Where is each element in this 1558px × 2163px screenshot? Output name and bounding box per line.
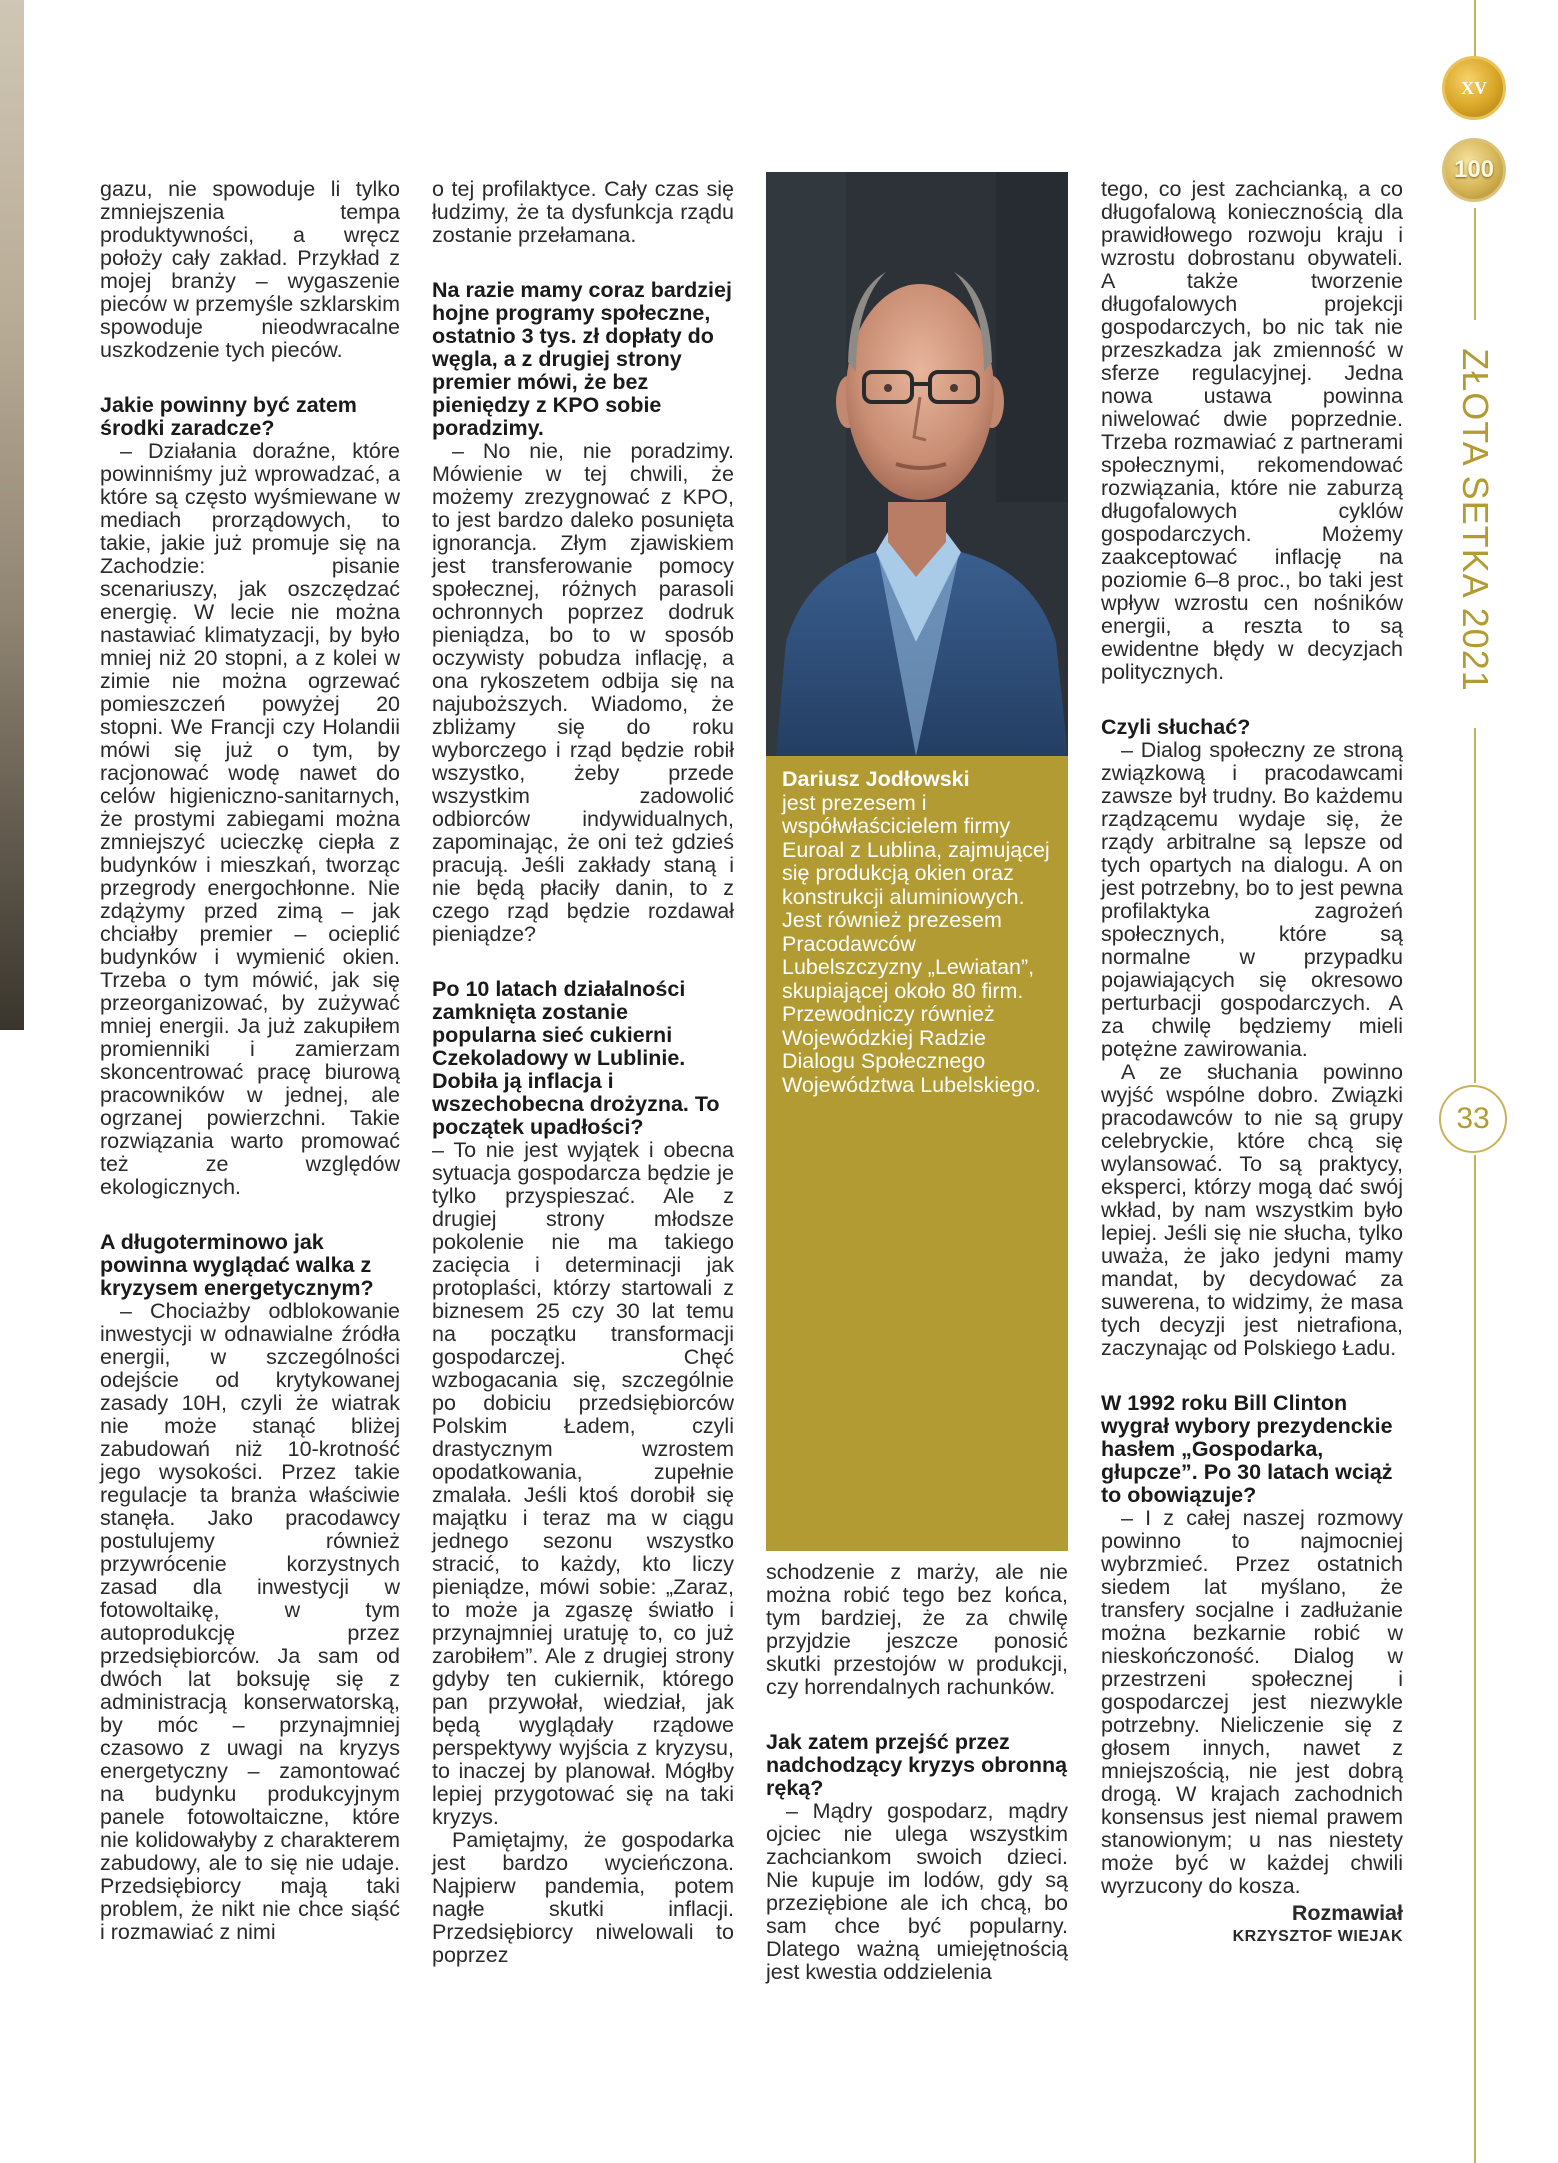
- question-heading: Jak zatem przejść przez nadchodzący kryzys obronną ręką?: [766, 1730, 1068, 1800]
- paragraph: schodzenie z marży, ale nie można robić tego bez końca, tym bardziej, że za chwilę przyjdzie jeszcze ponosić skutki przestojów w produkcji, czy horrendalnych rachunków.: [766, 1560, 1068, 1699]
- question-heading: Po 10 latach działalności zamknięta zostanie popularna sieć cukierni Czekoladowy w Lublinie. Dobiła ją inflacja i wszechobecna drożyzna. To początek upadłości?: [432, 977, 720, 1139]
- answer-paragraph: – Chociażby odblokowanie inwestycji w odnawialne źródła energii, w szczególności odejście od krytykowanej zasady 10H, czyli że wiatrak nie może stanąć bliżej zabudowań niż 10-krotność jego wysokości. Przez takie regulacje ta branża właściwie stanęła. Jako pracodawcy postulujemy również przywrócenie korzystnych zasad dla inwestycji w fotowoltaikę, w tym autoprodukcję przez przedsiębiorców. Ja sam od dwóch lat boksuję się z administracją konserwatorską, by móc – przynajmniej czasowo z uwagi na kryzys energetyczny – zamontować na budynku produkcyjnym panele fotowoltaiczne, które nie kolidowałyby z charakterem zabudowy, ale to się nie udaje. Przedsiębiorcy mają taki problem, że nikt nie chce siąść i rozmawiać z nimi: [100, 1299, 400, 1944]
- question-heading: Czyli słuchać?: [1101, 715, 1251, 739]
- decor-line-middle: [1474, 728, 1476, 1083]
- left-photo-edge: [0, 0, 24, 1030]
- decor-line-top: [1474, 0, 1476, 56]
- answer-paragraph: – I z całej naszej rozmowy powinno to najmocniej wybrzmieć. Przez ostatnich siedem lat myślano, że transfery socjalne i zadłużanie można bezkarnie robić w nieskończoność. Dialog w przestrzeni społecznej i gospodarczej jest niezwykle potrzebny. Nieliczenie się z głosem innych, nawet z mniejszością, nie jest dobrą drogą. W krajach zachodnich konsensus jest niemal prawem stanowionym; u nas niestety może być w każdej chwili wyrzucony do kosza.: [1101, 1506, 1403, 1898]
- bio-caption: [766, 756, 1068, 1551]
- answer-paragraph: – Działania doraźne, które powinniśmy już wprowadzać, a które są często wyśmiewane w mediach prorządowych, to takie, jakie już promuje się na Zachodzie: pisanie scenariuszy, jak oszczędzać energię. W lecie nie można nastawiać klimatyzacji, by było mniej niż 20 stopni, a z kolei w zimie nie można ogrzewać pomieszczeń powyżej 20 stopni. We Francji czy Holandii mówi się już o tym, by racjonować wodę nawet do celów higieniczno-sanitarnych, że prostymi zabiegami można zmniejszyć ucieczkę ciepła z budynków i mieszkań, tworząc przegrody energochłonne. Nie zdążymy przed zimą – jak chciałby premier – ocieplić budynków i wymienić okien. Trzeba o tym mówić, jak się przeorganizować, by zużywać mniej energii. Ja już zakupiłem promienniki i zamierzam skoncentrować pracę biurową pracowników w jednej, ale ogrzanej powierzchni. Takie rozwiązania warto promować też ze względów ekologicznych.: [100, 439, 400, 1199]
- question-heading: Jakie powinny być zatem środki zaradcze?: [100, 393, 357, 440]
- answer-paragraph: – To nie jest wyjątek i obecna sytuacja gospodarcza będzie je tylko przyspieszać. Ale z drugiej strony młodsze pokolenie nie ma takiego zacięcia i determinacji jak protoplaści, którzy startowali z biznesem 25 czy 30 lat temu na początku transformacji gospodarczej. Chęć wzbogacania się, szczególnie po dobiciu przedsiębiorców Polskim Ładem, czyli drastycznym wzrostem opodatkowania, zupełnie zmalała. Jeśli ktoś dorobił się majątku i teraz ma w ciągu jednego sezonu wszystko stracić, to każdy, kto liczy pieniądze, mówi sobie: „Zaraz, to może ja zgaszę światło i przynajmniej uratuję to, co już zarobiłem”. Ale z drugiej strony gdyby ten cukiernik, którego pan przywołał, wiedział, jak będą wyglądały rządowe perspektywy wyjścia z kryzysu, to inaczej by planował. Mógłby lepiej przygotować się na taki kryzys.: [432, 1138, 734, 1829]
- question-heading: Na razie mamy coraz bardziej hojne programy społeczne, ostatnio 3 tys. zł dopłaty do węgla, a z drugiej strony premier mówi, że bez pieniędzy z KPO sobie poradzimy.: [432, 278, 732, 440]
- paragraph: A ze słuchania powinno wyjść wspólne dobro. Związki pracodawców to nie są grupy celebryckie, które chcą się wylansować. To są praktycy, eksperci, którzy mogą dać swój wkład, by nam wszystkim było lepiej. Jeśli się nie słucha, tylko uważa, że jako jedyni mamy mandat, by decydować za suwerena, to widzimy, że masa tych decyzji jest nietrafiona, zaczynając od Polskiego Ładu.: [1101, 1060, 1403, 1360]
- signature-label: Rozmawiał: [1291, 1901, 1403, 1925]
- bio-text: jest prezesem i współwłaścicielem firmy Euroal z Lublina, zajmującej się produkcją okien oraz konstrukcji aluminiowych. Jest również prezesem Pracodawców Lubelszczyzny „Lewiatan”, skupiającej około 80 firm. Przewodniczy również Wojewódzkiej Radzie Dialogu Społecznego Województwa Lubelskiego.: [782, 790, 1050, 1097]
- golden-hundred-medal-icon: [1442, 138, 1506, 202]
- question-heading: W 1992 roku Bill Clinton wygrał wybory prezydenckie hasłem „Gospodarka, głupcze”. Po 30 latach wciąż to obowiązuje?: [1101, 1391, 1393, 1507]
- page-number: 33: [1439, 1085, 1507, 1153]
- paragraph: tego, co jest zachcianką, a co długofalową koniecznością dla prawidłowego rozwoju kraju i wzrostu dobrostanu obywateli. A także tworzenie długofalowych projekcji gospodarczych, bo nic tak nie przeszkadza jak zmienność w sferze regulacyjnej. Jedna nowa ustawa powinna niwelować dwie poprzednie. Trzeba rozmawiać z partnerami społecznymi, rekomendować rozwiązania, które nie zaburzą długofalowych cyklów gospodarczych. Możemy zaakceptować inflację na poziomie 6–8 proc., bo taki jest wpływ wzrostu cen nośników energii, a reszta to są ewidentne błędy w decyzjach politycznych.: [1101, 177, 1403, 684]
- badge-text: XV: [1461, 77, 1487, 98]
- paragraph: Pamiętajmy, że gospodarka jest bardzo wycieńczona. Najpierw pandemia, potem nagłe skutki inflacji. Przedsiębiorcy niwelowali to poprzez: [432, 1828, 734, 1967]
- article-column-4: [1101, 178, 1403, 1948]
- portrait-photo: [766, 172, 1068, 756]
- paragraph: o tej profilaktyce. Cały czas się łudzimy, że ta dysfunkcja rządu zostanie przełamana.: [432, 177, 734, 247]
- answer-paragraph: – Dialog społeczny ze stroną związkową i pracodawcami zawsze był trudny. Bo każdemu rządzącemu wydaje się, że rządy arbitralne są lepsze od tych opartych na dialogu. A on jest potrzebny, bo to jest pewna profilaktyka zagrożeń społecznych, które są normalne w przypadku pojawiających się okresowo perturbacji gospodarczych. A za chwilę będziemy mieli potężne zawirowania.: [1101, 738, 1403, 1061]
- question-heading: A długoterminowo jak powinna wyglądać walka z kryzysem energetycznym?: [100, 1230, 374, 1300]
- section-title: ZŁOTA SETKA 2021: [1455, 348, 1496, 692]
- paragraph: gazu, nie spowoduje li tylko zmniejszenia tempa produktywności, a wręcz położy cały zakład. Przykład z mojej branży – wygaszenie pieców w przemyśle szklarskim spowoduje nieodwracalne uszkodzenie tych pieców.: [100, 177, 400, 362]
- badge-text: 100: [1453, 156, 1495, 183]
- section-title-vertical: [1445, 320, 1505, 720]
- answer-paragraph: – Mądry gospodarz, mądry ojciec nie ulega wszystkim zachciankom swoich dzieci. Nie kupuje im lodów, gdy są przeziębione ale ich chcą, bo sam chce być popularny. Dlatego ważną umiejętnością jest kwestia oddzielenia: [766, 1799, 1068, 1984]
- article-column-1: [100, 178, 400, 1944]
- article-column-2: [432, 178, 734, 1967]
- person-name: Dariusz Jodłowski: [782, 767, 970, 791]
- answer-paragraph: – No nie, nie poradzimy. Mówienie w tej chwili, że możemy zrezygnować z KPO, to jest bardzo daleko posunięta ignorancja. Złym zjawiskiem jest transferowanie pomocy społecznej, różnych parasoli ochronnych poprzez dodruk pieniądza, bo to w sposób oczywisty pobudza inflację, a ona rykoszetem odbija się na najuboższych. Wiadomo, że zbliżamy się do roku wyborczego i rząd będzie robił wszystko, żeby przede wszystkim zadowolić odbiorców indywidualnych, zapominając, że oni też gdzieś pracują. Jeśli zakłady staną i nie będą płaciły danin, to z czego rząd będzie rozdawał pieniądze?: [432, 439, 734, 946]
- portrait-illustration: [766, 172, 1068, 756]
- anniversary-badge-icon: [1442, 56, 1506, 120]
- article-column-3: [766, 1561, 1068, 1984]
- author-name: KRZYSZTOF WIEJAK: [1232, 1928, 1403, 1945]
- decor-line-bottom: [1474, 1155, 1476, 2163]
- decor-line-upper: [1474, 208, 1476, 320]
